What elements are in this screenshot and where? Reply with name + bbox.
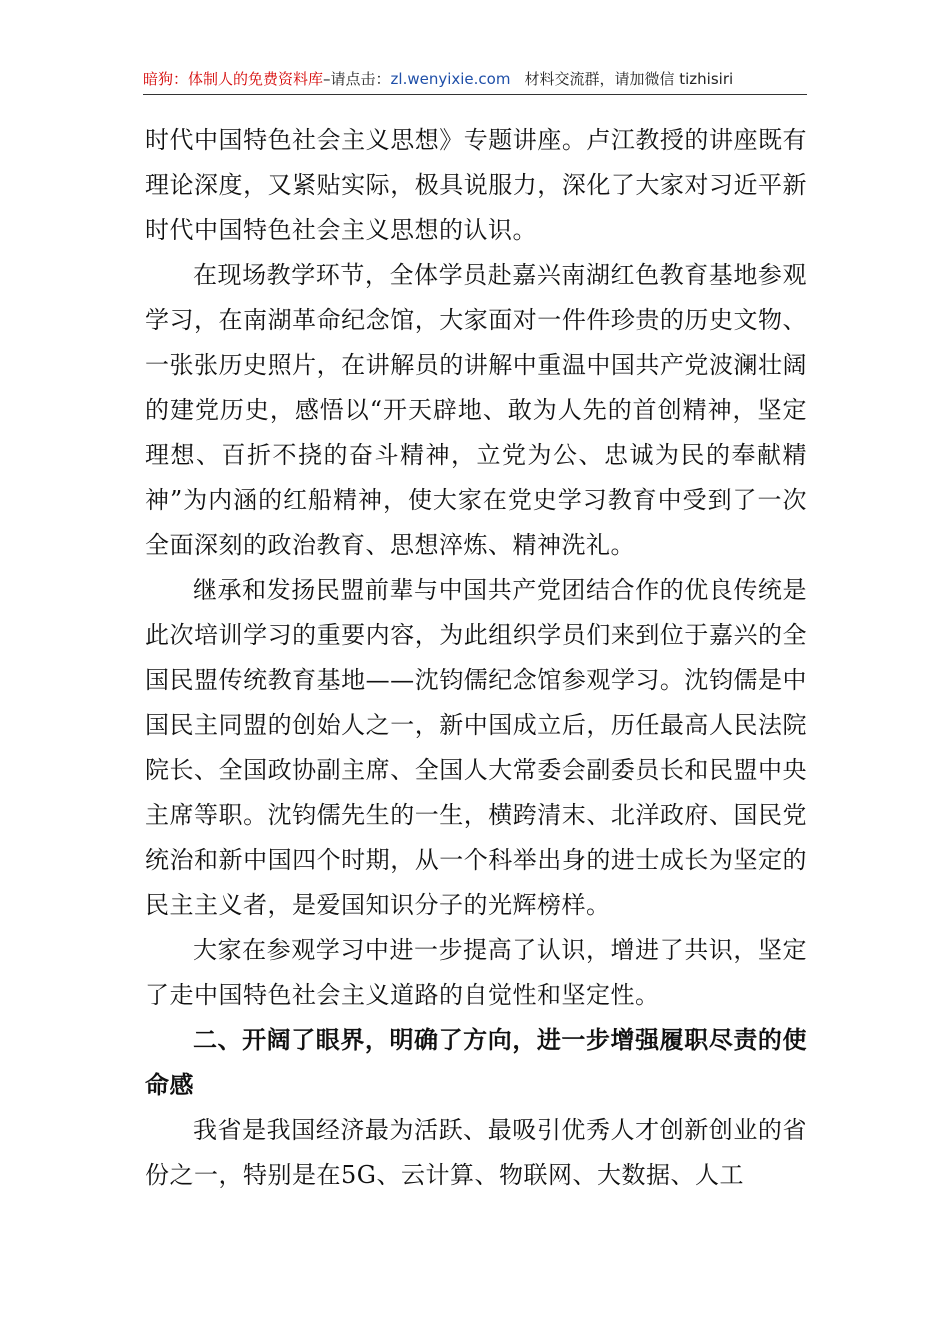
header-divider [143, 94, 807, 95]
body-paragraph: 在现场教学环节，全体学员赴嘉兴南湖红色教育基地参观学习，在南湖革命纪念馆，大家面对一件件珍贵的历史文物、一张张历史照片，在讲解员的讲解中重温中国共产党波澜壮阔的建党历史，感悟以“开天辟地、敢为人先的首创精神，坚定理想、百折不挠的奋斗精神，立党为公、忠诚为民的奉献精神”为内涵的红船精神，使大家在党史学习教育中受到了一次全面深刻的政治教育、思想淬炼、精神洗礼。 [145, 261, 807, 559]
document-body [145, 118, 807, 1198]
header-contact: 材料交流群，请加微信 tizhisiri [524, 70, 734, 88]
page-header [143, 64, 807, 94]
body-paragraph: 时代中国特色社会主义思想》专题讲座。卢江教授的讲座既有理论深度，又紧贴实际，极具说服力，深化了大家对习近平新时代中国特色社会主义思想的认识。 [145, 126, 807, 244]
body-paragraph: 大家在参观学习中进一步提高了认识，增进了共识，坚定了走中国特色社会主义道路的自觉性和坚定性。 [145, 936, 807, 1009]
section-heading: 二、开阔了眼界，明确了方向，进一步增强履职尽责的使命感 [145, 1026, 807, 1099]
body-paragraph: 我省是我国经济最为活跃、最吸引优秀人才创新创业的省份之一，特别是在5G、云计算、物联网、大数据、人工 [145, 1116, 807, 1189]
header-link[interactable]: zl.wenyixie.com [390, 70, 511, 88]
header-site-name: 暗狗：体制人的免费资料库 [143, 70, 324, 88]
body-paragraph: 继承和发扬民盟前辈与中国共产党团结合作的优良传统是此次培训学习的重要内容，为此组织学员们来到位于嘉兴的全国民盟传统教育基地——沈钧儒纪念馆参观学习。沈钧儒是中国民主同盟的创始人之一，新中国成立后，历任最高人民法院院长、全国政协副主席、全国人大常委会副委员长和民盟中央主席等职。沈钧儒先生的一生，横跨清末、北洋政府、国民党统治和新中国四个时期，从一个科举出身的进士成长为坚定的民主主义者，是爱国知识分子的光辉榜样。 [145, 576, 807, 919]
header-prompt: –请点击： [323, 70, 391, 88]
